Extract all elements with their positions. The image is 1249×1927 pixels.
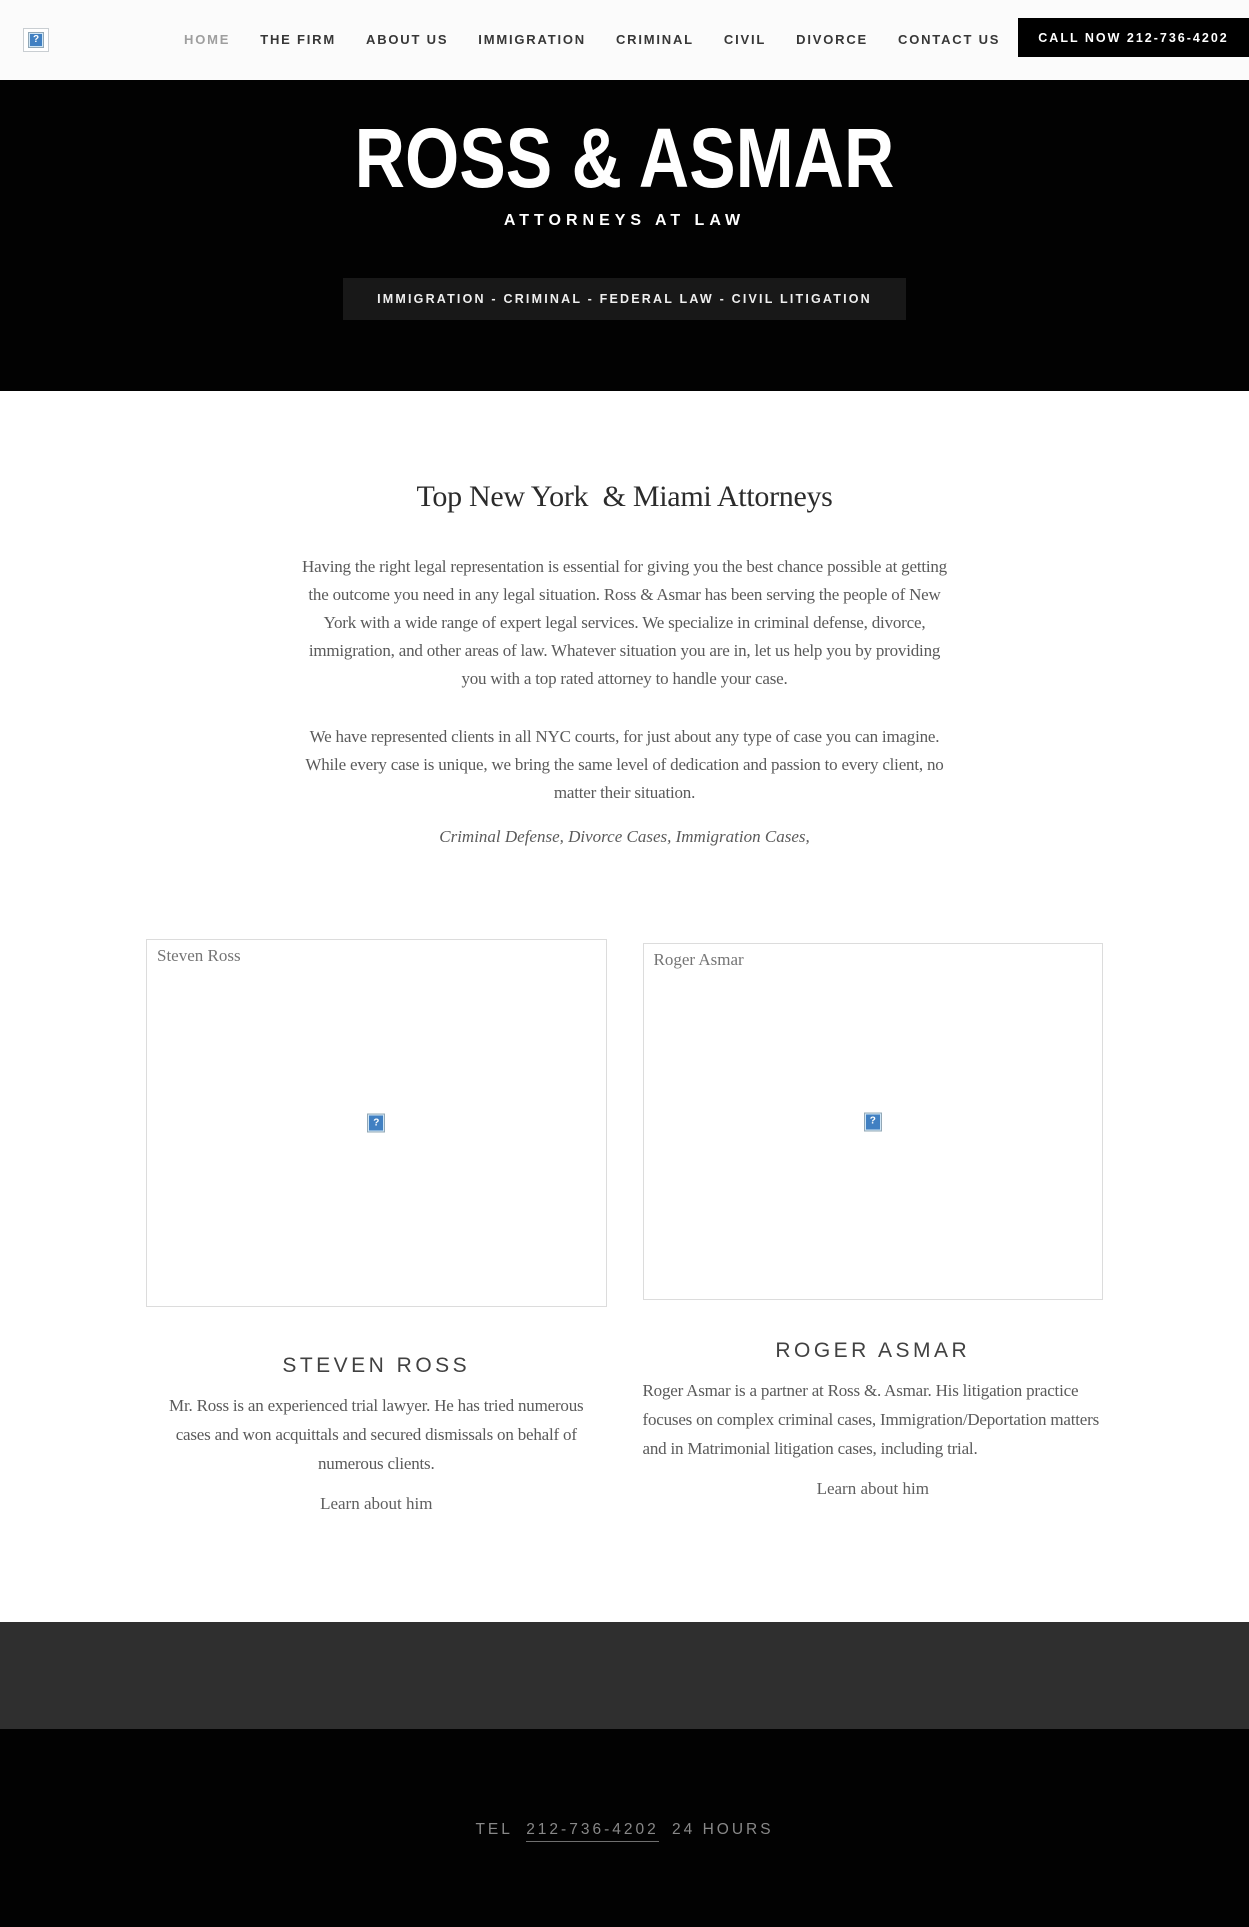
steven-ross-image-alt-text: Steven Ross xyxy=(157,946,241,965)
footer-contact-line xyxy=(0,1821,1249,1839)
intro-paragraph-2: We have represented clients in all NYC courts, for just about any type of case you can imagine. While every case is unique, we bring the same level of dedication and passion to every client, no matter their situation. xyxy=(305,727,944,802)
nav-item-divorce[interactable] xyxy=(796,31,868,49)
nav-link-contact-us[interactable]: CONTACT US xyxy=(898,32,1001,47)
steven-ross-bio: Mr. Ross is an experienced trial lawyer. He has tried numerous cases and won acquittals and secured dismissals on behalf of numerous clients. xyxy=(169,1396,584,1473)
intro-paragraph-1: Having the right legal representation is essential for giving you the best chance possible at getting the outcome you need in any legal situation. Ross & Asmar has been serving the people of New York with a wide range of expert legal services. We specialize in criminal defense, divorce, immigration, and other areas of law. Whatever situation you are in, let us help you by providing you with a top rated attorney to handle your case. xyxy=(302,557,947,688)
steven-ross-name-heading: STEVEN ROSS xyxy=(282,1354,471,1377)
broken-image-icon xyxy=(367,1114,385,1133)
call-now-button[interactable]: CALL NOW 212-736-4202 xyxy=(1018,18,1249,57)
nav-item-criminal[interactable] xyxy=(616,31,694,49)
learn-about-roger-asmar-link[interactable]: Learn about him xyxy=(816,1479,929,1498)
attorney-card-roger-asmar xyxy=(643,939,1104,1514)
main-content xyxy=(0,391,1249,1622)
nav-link-about-us[interactable]: ABOUT US xyxy=(366,32,449,47)
nav-item-immigration[interactable] xyxy=(478,31,586,49)
learn-about-steven-ross-link[interactable]: Learn about him xyxy=(320,1494,433,1513)
practice-areas-line: Criminal Defense, Divorce Cases, Immigration Cases, xyxy=(439,827,810,846)
broken-image-icon: ? xyxy=(28,32,44,48)
footer-hours-label: 24 HOURS xyxy=(672,1821,774,1838)
nav-link-divorce[interactable]: DIVORCE xyxy=(796,32,868,47)
footer-phone-link[interactable]: 212-736-4202 xyxy=(526,1821,659,1842)
firm-name-title: ROSS & ASMAR xyxy=(354,111,895,205)
broken-image-icon xyxy=(864,1112,882,1131)
nav-item-home[interactable] xyxy=(184,31,230,49)
attorney-card-steven-ross xyxy=(146,939,607,1514)
roger-asmar-bio: Roger Asmar is a partner at Ross &. Asmar. His litigation practice focuses on complex criminal cases, Immigration/Deportation matters and in Matrimonial litigation cases, including trial. xyxy=(642,1381,1100,1458)
nav-link-civil[interactable]: CIVIL xyxy=(723,32,767,47)
roger-asmar-image-alt-text: Roger Asmar xyxy=(653,950,744,969)
attorneys-section xyxy=(146,939,1103,1514)
hero-section xyxy=(0,80,1249,391)
nav-item-about-us[interactable] xyxy=(366,31,448,49)
nav-item-civil[interactable] xyxy=(724,31,766,49)
site-logo-broken-image[interactable] xyxy=(23,28,49,52)
roger-asmar-photo-broken-image[interactable] xyxy=(643,943,1104,1300)
nav-link-immigration[interactable]: IMMIGRATION xyxy=(478,32,586,47)
broken-image-glyph: ? xyxy=(367,1114,385,1133)
nav-link-home[interactable]: HOME xyxy=(184,32,231,47)
footer-tel-label: TEL xyxy=(475,1821,513,1838)
practice-areas-tagline-bar: IMMIGRATION - CRIMINAL - FEDERAL LAW - CIVIL LITIGATION xyxy=(343,278,906,320)
nav-item-contact-us[interactable] xyxy=(898,31,1000,49)
nav-item-the-firm[interactable] xyxy=(260,31,336,49)
broken-image-glyph: ? xyxy=(864,1112,882,1131)
top-navigation-bar xyxy=(0,0,1249,80)
roger-asmar-name-heading: ROGER ASMAR xyxy=(775,1339,971,1362)
roger-asmar-link-container xyxy=(643,1479,1104,1499)
steven-ross-link-container xyxy=(146,1494,607,1514)
page-title: Top New York & Miami Attorneys xyxy=(416,480,833,513)
footer xyxy=(0,1729,1249,1927)
nav-link-the-firm[interactable]: THE FIRM xyxy=(260,32,336,47)
pre-footer-gray-band xyxy=(0,1622,1249,1729)
nav-link-criminal[interactable]: CRIMINAL xyxy=(615,32,694,47)
steven-ross-photo-broken-image[interactable] xyxy=(146,939,607,1307)
nav-menu xyxy=(184,0,1000,80)
firm-subtitle: ATTORNEYS AT LAW xyxy=(503,212,746,229)
